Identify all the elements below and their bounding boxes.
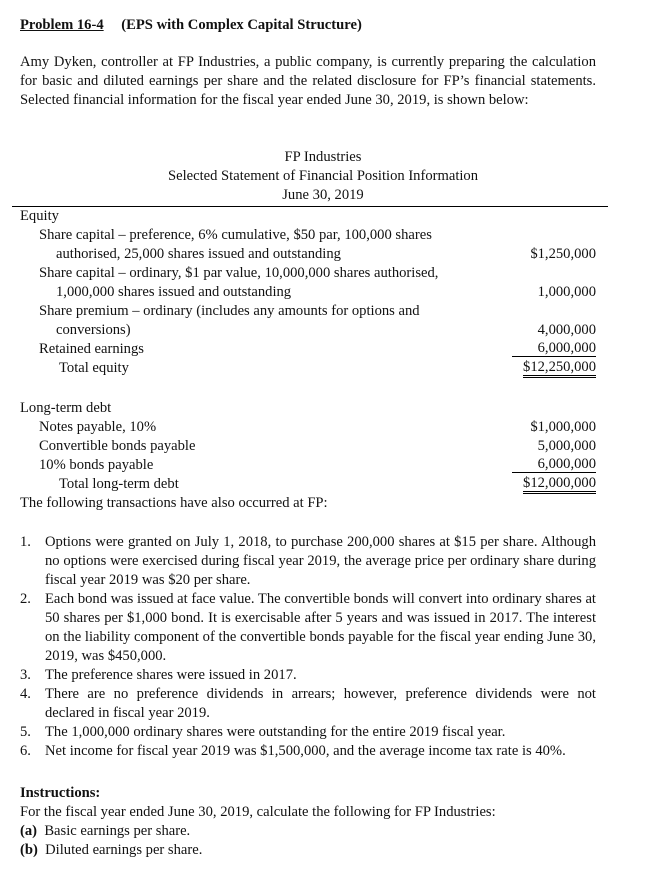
row-label: Share premium – ordinary (includes any amounts for options and (39, 303, 420, 319)
instructions-text: For the fiscal year ended June 30, 2019, calculate the following for FP Industries: (20, 804, 496, 820)
debt-row (20, 456, 596, 475)
row-label: Notes payable, 10% (39, 419, 157, 435)
item-number: 5. (20, 724, 31, 740)
list-item (20, 685, 596, 723)
problem-heading: (EPS with Complex Capital Structure) (121, 17, 362, 33)
list-item (20, 590, 596, 666)
part-text: Diluted earnings per share. (45, 842, 203, 858)
debt-heading-label: Long-term debt (20, 400, 112, 416)
item-text: There are no preference dividends in arrears; however, preference dividends were not declared in fiscal year 2019. (45, 686, 596, 721)
row-label: Convertible bonds payable (39, 438, 196, 454)
equity-row (20, 340, 596, 359)
row-label: conversions) (56, 322, 131, 338)
row-amount: 6,000,000 (512, 340, 596, 357)
intro-paragraph: Amy Dyken, controller at FP Industries, a public company, is currently preparing the calculation for basic and diluted earnings per share and the related disclosure for FP’s financial statements. Selected financial information for the fiscal year ended June 30, 2019, is shown below: (20, 54, 596, 108)
row-label: Share capital – preference, 6% cumulative, $50 par, 100,000 shares (39, 227, 432, 243)
equity-row (20, 264, 596, 283)
statement-date: June 30, 2019 (282, 187, 364, 203)
item-number: 6. (20, 743, 31, 759)
problem-title (20, 16, 362, 35)
transactions-list (20, 533, 596, 761)
item-number: 1. (20, 534, 31, 550)
row-amount: $12,250,000 (523, 359, 596, 378)
transactions-intro (20, 494, 596, 513)
equity-row (20, 245, 596, 264)
debt-row (20, 437, 596, 456)
row-label: Total equity (59, 360, 129, 376)
list-item (20, 666, 596, 685)
equity-heading-label: Equity (20, 208, 59, 224)
row-label: 1,000,000 shares issued and outstanding (56, 284, 292, 300)
instruction-part (20, 822, 600, 841)
row-label: Share capital – ordinary, $1 par value, 10,000,000 shares authorised, (39, 265, 439, 281)
equity-row (20, 226, 596, 245)
list-item (20, 742, 596, 761)
statement-company: FP Industries (284, 149, 362, 165)
equity-row (20, 283, 596, 302)
equity-heading (20, 207, 596, 226)
row-amount: $1,250,000 (530, 246, 596, 262)
row-amount: 1,000,000 (537, 284, 596, 300)
equity-row (20, 321, 596, 340)
item-text: Options were granted on July 1, 2018, to purchase 200,000 shares at $15 per share. Although no options were exercised during fiscal year 2019, the average price per ordinary share during fiscal year 2019 was $20 per share. (45, 534, 596, 588)
part-text: Basic earnings per share. (44, 823, 191, 839)
debt-row (20, 418, 596, 437)
item-text: The preference shares were issued in 2017. (45, 667, 297, 683)
statement-name: Selected Statement of Financial Position Information (167, 168, 479, 184)
instructions-heading: Instructions: (20, 785, 101, 801)
row-amount: 4,000,000 (537, 322, 596, 338)
item-number: 4. (20, 686, 31, 702)
equity-total-row (20, 359, 596, 378)
debt-heading (20, 399, 596, 418)
problem-number: Problem 16-4 (20, 17, 104, 33)
list-item (20, 533, 596, 590)
item-text: The 1,000,000 ordinary shares were outstanding for the entire 2019 fiscal year. (45, 724, 506, 740)
equity-row (20, 302, 596, 321)
transactions-intro-text: The following transactions have also occurred at FP: (20, 495, 328, 511)
row-amount: 5,000,000 (537, 438, 596, 454)
row-label: 10% bonds payable (39, 457, 154, 473)
item-text: Each bond was issued at face value. The convertible bonds will convert into ordinary shares at 50 shares per $1,000 bond. It is exercisable after 5 years and was issued in 2017. The interest on the liability component of the convertible bonds payable for the fiscal year ending June 30, 2019, was $450,000. (45, 591, 596, 664)
item-text: Net income for fiscal year 2019 was $1,500,000, and the average income tax rate is 40%. (45, 743, 566, 759)
instruction-part (20, 841, 600, 860)
part-label: (a) (20, 823, 38, 839)
list-item (20, 723, 596, 742)
row-label: Total long-term debt (59, 476, 179, 492)
row-amount: $1,000,000 (530, 419, 596, 435)
row-label: Retained earnings (39, 341, 144, 357)
part-label: (b) (20, 842, 38, 858)
row-label: authorised, 25,000 shares issued and outstanding (56, 246, 341, 262)
item-number: 3. (20, 667, 31, 683)
row-amount: $12,000,000 (523, 475, 596, 494)
debt-total-row (20, 475, 596, 494)
instructions (20, 784, 600, 860)
item-number: 2. (20, 591, 31, 607)
row-amount: 6,000,000 (512, 456, 596, 473)
